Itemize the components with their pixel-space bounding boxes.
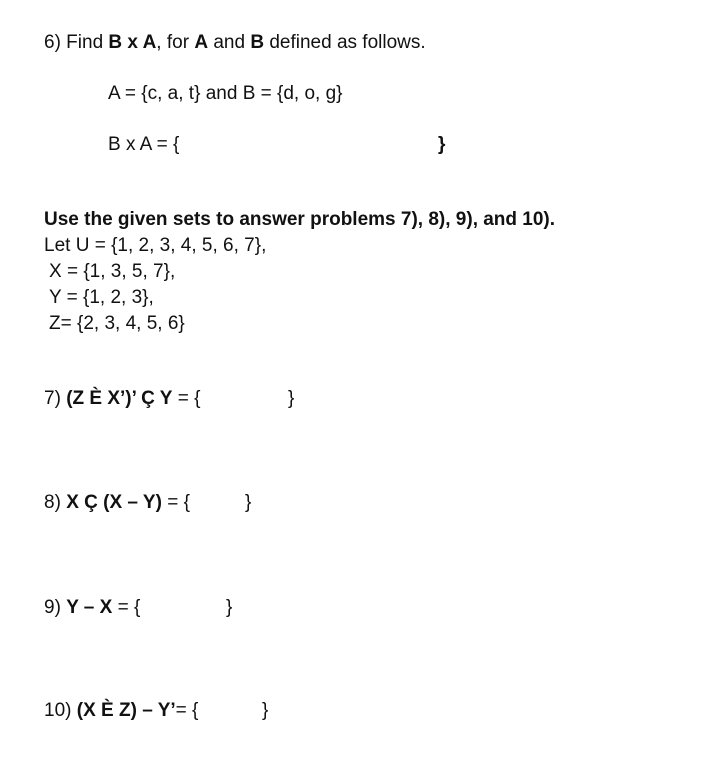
problem-7-answer-close: } xyxy=(288,388,295,409)
problem-10-number: 10) xyxy=(44,700,77,721)
given-sets-heading: Use the given sets to answer problems 7), 8), 9), and 10). xyxy=(44,209,556,230)
problem-6-text-and: and xyxy=(208,32,251,53)
problem-7-number: 7) xyxy=(44,388,67,409)
problem-9-answer-close: } xyxy=(226,597,233,618)
problem-8-answer-open: = { xyxy=(161,492,190,513)
problem-8-expression: X Ç (X – Y) xyxy=(66,492,162,513)
problem-10 xyxy=(44,701,198,720)
set-y: Y = {1, 2, 3}, xyxy=(49,287,154,308)
problem-10-expression: (X È Z) – Y’ xyxy=(76,700,176,721)
problem-10-answer-open: = { xyxy=(175,700,199,721)
problem-6-text-rest: defined as follows. xyxy=(264,32,426,53)
problem-8 xyxy=(44,493,190,512)
problem-9 xyxy=(44,598,140,617)
problem-6-text-for: , for xyxy=(156,32,195,53)
problem-6-number: 6) Find xyxy=(44,32,109,53)
problem-8-answer-close: } xyxy=(245,492,252,513)
problem-6-answer-open: B x A = { xyxy=(108,134,180,155)
universal-set: Let U = {1, 2, 3, 4, 5, 6, 7}, xyxy=(44,235,267,256)
set-x: X = {1, 3, 5, 7}, xyxy=(49,261,176,282)
problem-6-set-b: B xyxy=(250,32,265,53)
problem-7-answer-open: = { xyxy=(172,388,201,409)
problem-10-answer-close: } xyxy=(262,700,269,721)
problem-6-set-definitions: A = {c, a, t} and B = {d, o, g} xyxy=(108,83,343,104)
set-z: Z= {2, 3, 4, 5, 6} xyxy=(49,313,185,334)
problem-7 xyxy=(44,389,200,408)
problem-9-answer-open: = { xyxy=(112,597,141,618)
problem-7-expression: (Z È X’)’ Ç Y xyxy=(66,388,173,409)
problem-9-number: 9) xyxy=(44,597,67,618)
problem-8-number: 8) xyxy=(44,492,67,513)
problem-9-expression: Y – X xyxy=(66,597,113,618)
problem-6-bxa: B x A xyxy=(108,32,157,53)
problem-6-answer-close: } xyxy=(438,134,446,155)
problem-6-set-a: A xyxy=(194,32,209,53)
problem-6-prompt xyxy=(44,33,426,52)
